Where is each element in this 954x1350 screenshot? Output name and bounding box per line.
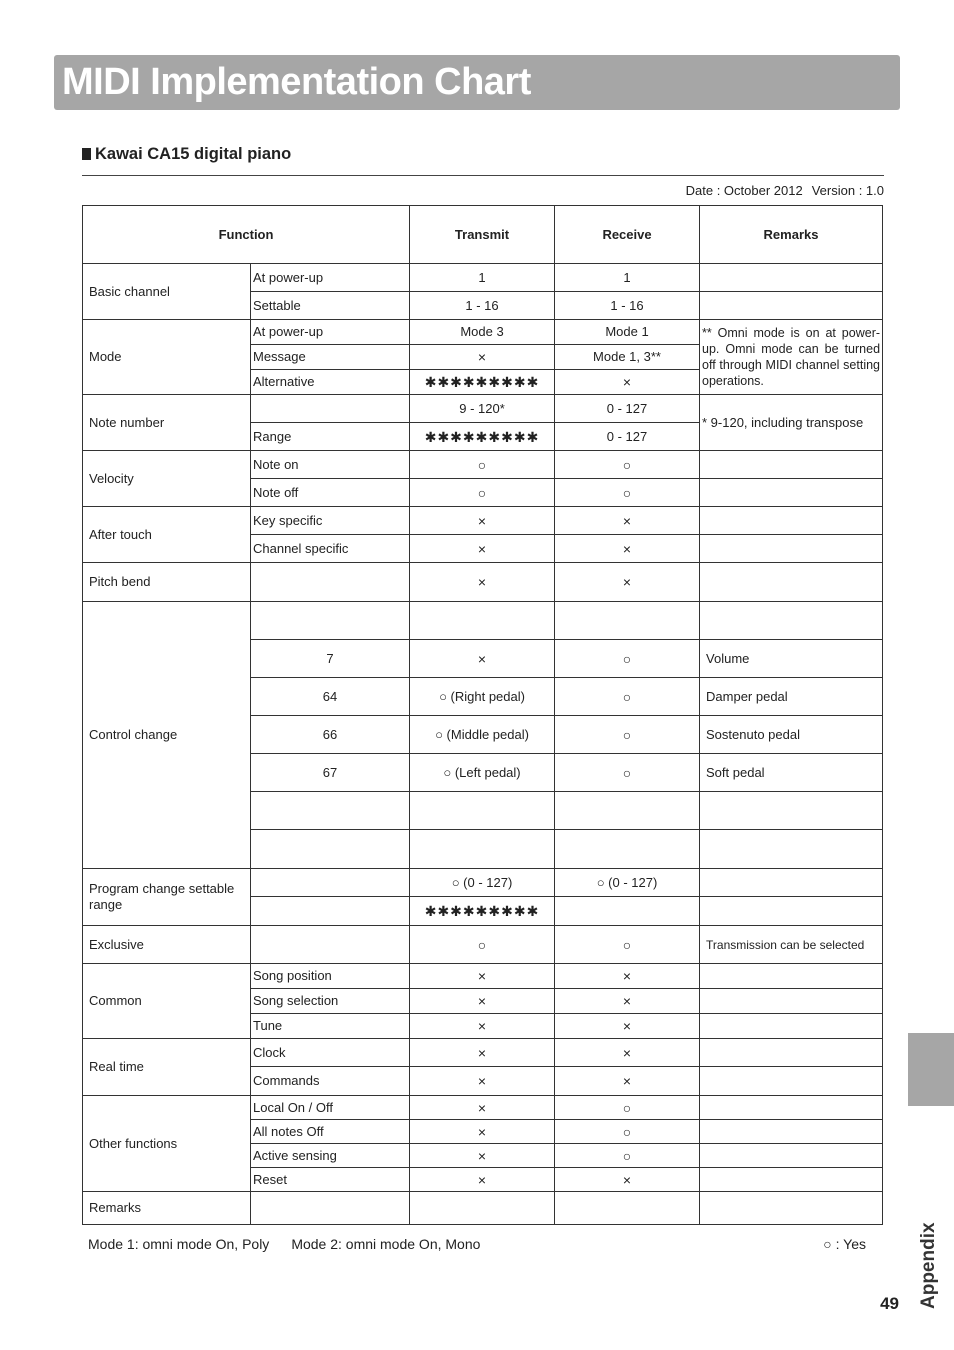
receive-cell: ○: [555, 926, 700, 964]
control-number: [251, 602, 410, 640]
sub-function: All notes Off: [251, 1120, 410, 1144]
page-number: 49: [880, 1294, 899, 1313]
remarks-cell: [700, 264, 883, 292]
sub-function: At power-up: [251, 264, 410, 292]
transmit-cell: [410, 830, 555, 869]
transmit-cell: ○ (Right pedal): [410, 678, 555, 716]
sub-function: Range: [251, 423, 410, 451]
receive-cell: ×: [555, 507, 700, 535]
transmit-cell: Mode 3: [410, 320, 555, 345]
transmit-cell: ×: [410, 640, 555, 678]
heading-rule: [82, 175, 884, 176]
sub-function: Note on: [251, 451, 410, 479]
sub-function: [251, 897, 410, 926]
sub-function: [251, 869, 410, 897]
table-row: [83, 395, 883, 423]
table-row: [83, 869, 883, 897]
transmit-cell: ×: [410, 1014, 555, 1039]
remarks-cell: [700, 451, 883, 479]
section-heading: [82, 145, 291, 164]
remarks-cell: Sostenuto pedal: [700, 716, 883, 754]
receive-cell: ○: [555, 451, 700, 479]
transmit-cell: ×: [410, 507, 555, 535]
receive-cell: ×: [555, 370, 700, 395]
date-version-line: [686, 183, 884, 198]
version-text: Version : 1.0: [811, 183, 884, 198]
transmit-cell: ×: [410, 989, 555, 1014]
transmit-cell: ○ (0 - 127): [410, 869, 555, 897]
table-row: [83, 1192, 883, 1225]
receive-cell: ×: [555, 1039, 700, 1067]
sub-function: [251, 926, 410, 964]
transmit-cell: [410, 1192, 555, 1225]
receive-cell: Mode 1, 3**: [555, 345, 700, 370]
sub-function: [251, 395, 410, 423]
control-number: [251, 830, 410, 869]
function-other: Other functions: [83, 1096, 251, 1192]
function-pitch-bend: Pitch bend: [83, 563, 251, 602]
function-note-number: Note number: [83, 395, 251, 451]
remarks-cell: [700, 602, 883, 640]
header-remarks: Remarks: [700, 206, 883, 264]
transmit-cell: ○ (Middle pedal): [410, 716, 555, 754]
receive-cell: [555, 1192, 700, 1225]
remarks-cell: [700, 479, 883, 507]
transmit-cell: 9 - 120*: [410, 395, 555, 423]
receive-cell: ○: [555, 678, 700, 716]
remarks-cell: [700, 792, 883, 830]
control-number: [251, 792, 410, 830]
sub-function: [251, 1192, 410, 1225]
function-program-change: Program change settable range: [83, 869, 251, 926]
table-row: [83, 926, 883, 964]
remarks-cell: Damper pedal: [700, 678, 883, 716]
sub-function: [251, 563, 410, 602]
exclusive-remark: Transmission can be selected: [700, 926, 883, 964]
transmit-cell: ×: [410, 1120, 555, 1144]
sub-function: Note off: [251, 479, 410, 507]
function-mode: Mode: [83, 320, 251, 395]
receive-cell: 0 - 127: [555, 423, 700, 451]
receive-cell: [555, 897, 700, 926]
receive-cell: [555, 792, 700, 830]
remarks-cell: [700, 563, 883, 602]
remarks-cell: [700, 1144, 883, 1168]
remarks-cell: [700, 507, 883, 535]
remarks-cell: [700, 989, 883, 1014]
header-receive: Receive: [555, 206, 700, 264]
transmit-cell: ×: [410, 964, 555, 989]
function-exclusive: Exclusive: [83, 926, 251, 964]
remarks-cell: [700, 1096, 883, 1120]
remarks-cell: Volume: [700, 640, 883, 678]
receive-cell: 1: [555, 264, 700, 292]
receive-cell: ×: [555, 964, 700, 989]
remarks-cell: Soft pedal: [700, 754, 883, 792]
sub-function: Key specific: [251, 507, 410, 535]
square-bullet-icon: [82, 148, 91, 160]
sub-function: Song position: [251, 964, 410, 989]
receive-cell: ○: [555, 640, 700, 678]
transmit-cell: ×: [410, 535, 555, 563]
sub-function: Song selection: [251, 989, 410, 1014]
transmit-cell: 1 - 16: [410, 292, 555, 320]
table-row: [83, 1039, 883, 1067]
transmit-cell: ✱✱✱✱✱✱✱✱✱: [410, 423, 555, 451]
header-row: [83, 206, 883, 264]
table-row: [83, 264, 883, 292]
sub-function: Commands: [251, 1067, 410, 1096]
function-velocity: Velocity: [83, 451, 251, 507]
receive-cell: Mode 1: [555, 320, 700, 345]
transmit-cell: ✱✱✱✱✱✱✱✱✱: [410, 897, 555, 926]
side-tab-label: [918, 1222, 944, 1322]
function-real-time: Real time: [83, 1039, 251, 1096]
sub-function: Settable: [251, 292, 410, 320]
remarks-cell: [700, 1120, 883, 1144]
transmit-cell: ×: [410, 1096, 555, 1120]
receive-cell: ○: [555, 754, 700, 792]
transmit-cell: ×: [410, 1168, 555, 1192]
remarks-cell: [700, 897, 883, 926]
section-heading-text: Kawai CA15 digital piano: [95, 145, 292, 163]
receive-cell: ○: [555, 1144, 700, 1168]
side-tab-marker: [908, 1033, 954, 1106]
receive-cell: ○: [555, 1096, 700, 1120]
date-text: Date : October 2012: [685, 183, 803, 198]
sub-function: Local On / Off: [251, 1096, 410, 1120]
receive-cell: ○: [555, 716, 700, 754]
control-number: 64: [251, 678, 410, 716]
control-number: 7: [251, 640, 410, 678]
sub-function: Message: [251, 345, 410, 370]
function-basic-channel: Basic channel: [83, 264, 251, 320]
transmit-cell: [410, 602, 555, 640]
function-after-touch: After touch: [83, 507, 251, 563]
remarks-cell: [700, 1014, 883, 1039]
receive-cell: ×: [555, 535, 700, 563]
table-row: [83, 563, 883, 602]
header-transmit: Transmit: [410, 206, 555, 264]
receive-cell: ×: [555, 563, 700, 602]
sub-function: Alternative: [251, 370, 410, 395]
function-common: Common: [83, 964, 251, 1039]
header-function: Function: [83, 206, 410, 264]
function-remarks: Remarks: [83, 1192, 251, 1225]
mode-remark: ** Omni mode is on at power-up. Omni mode can be turned off through MIDI channel setting operations.: [700, 320, 883, 395]
transmit-cell: ×: [410, 1039, 555, 1067]
table-row: [83, 507, 883, 535]
sub-function: Active sensing: [251, 1144, 410, 1168]
remarks-cell: [700, 869, 883, 897]
receive-cell: [555, 602, 700, 640]
control-number: 67: [251, 754, 410, 792]
mode1-note: Mode 1: omni mode On, Poly: [88, 1236, 270, 1252]
transmit-cell: ×: [410, 1144, 555, 1168]
transmit-cell: [410, 792, 555, 830]
receive-cell: ×: [555, 989, 700, 1014]
table-row: [83, 602, 883, 640]
note-number-remark: * 9-120, including transpose: [700, 395, 883, 451]
receive-cell: ×: [555, 1067, 700, 1096]
table-row: [83, 320, 883, 345]
table-row: [83, 1096, 883, 1120]
receive-cell: 1 - 16: [555, 292, 700, 320]
transmit-cell: ○ (Left pedal): [410, 754, 555, 792]
remarks-cell: [700, 1067, 883, 1096]
transmit-cell: ×: [410, 345, 555, 370]
transmit-cell: ○: [410, 451, 555, 479]
mode2-note: Mode 2: omni mode On, Mono: [291, 1236, 481, 1252]
title-banner: [54, 55, 900, 110]
receive-cell: [555, 830, 700, 869]
remarks-cell: [700, 535, 883, 563]
receive-cell: ×: [555, 1168, 700, 1192]
remarks-cell: [700, 292, 883, 320]
sub-function: Reset: [251, 1168, 410, 1192]
sub-function: At power-up: [251, 320, 410, 345]
yes-legend: ○ : Yes: [823, 1236, 866, 1252]
table-row: [83, 964, 883, 989]
remarks-cell: [700, 1039, 883, 1067]
sub-function: Tune: [251, 1014, 410, 1039]
page-title: MIDI Implementation Chart: [62, 61, 531, 103]
transmit-cell: ×: [410, 563, 555, 602]
receive-cell: ○ (0 - 127): [555, 869, 700, 897]
mode-legend: [88, 1236, 480, 1252]
transmit-cell: 1: [410, 264, 555, 292]
function-control-change: Control change: [83, 602, 251, 869]
receive-cell: 0 - 127: [555, 395, 700, 423]
remarks-cell: [700, 1192, 883, 1225]
control-number: 66: [251, 716, 410, 754]
sub-function: Clock: [251, 1039, 410, 1067]
sub-function: Channel specific: [251, 535, 410, 563]
receive-cell: ○: [555, 1120, 700, 1144]
receive-cell: ×: [555, 1014, 700, 1039]
receive-cell: ○: [555, 479, 700, 507]
remarks-cell: [700, 1168, 883, 1192]
remarks-cell: [700, 964, 883, 989]
midi-chart-table: [82, 205, 883, 1225]
transmit-cell: ✱✱✱✱✱✱✱✱✱: [410, 370, 555, 395]
table-row: [83, 451, 883, 479]
transmit-cell: ×: [410, 1067, 555, 1096]
transmit-cell: ○: [410, 479, 555, 507]
side-tab-text: Appendix: [918, 1222, 939, 1309]
transmit-cell: ○: [410, 926, 555, 964]
remarks-cell: [700, 830, 883, 869]
